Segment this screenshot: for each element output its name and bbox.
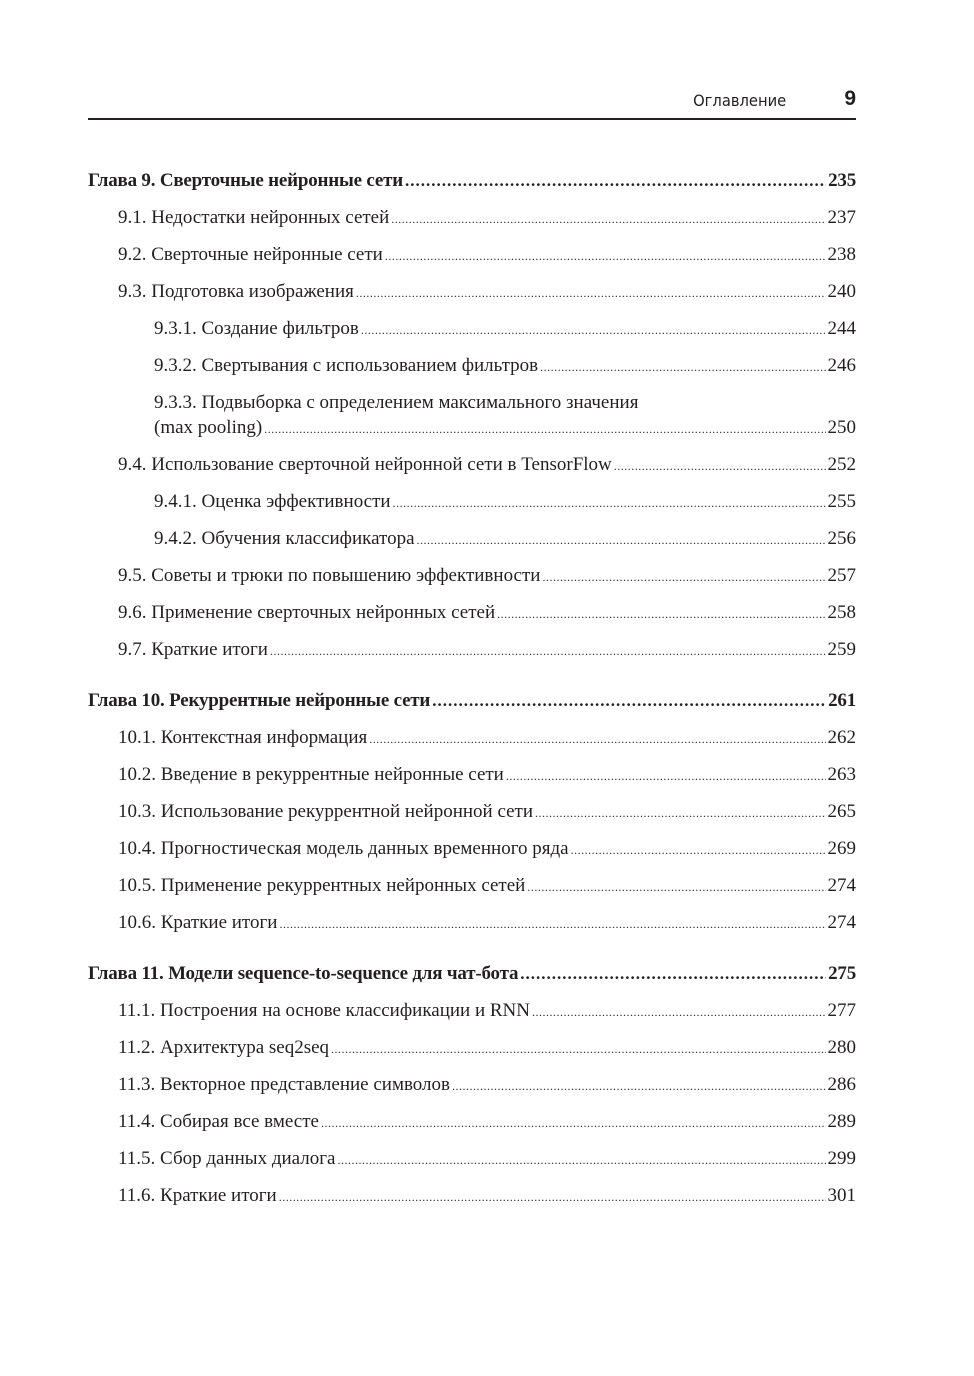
dot-leader xyxy=(506,758,826,793)
toc-entry-page: 263 xyxy=(827,764,856,785)
toc-entry[interactable] xyxy=(88,904,856,941)
toc-entry[interactable] xyxy=(88,199,856,236)
toc-entry-page: 280 xyxy=(827,1037,856,1058)
running-header xyxy=(88,88,856,120)
dot-leader xyxy=(361,312,826,347)
toc-entry-page: 255 xyxy=(827,491,856,512)
toc-entry-multiline[interactable] xyxy=(88,390,856,440)
page-number: 9 xyxy=(844,87,856,110)
toc-entry-title: 9.3.3. Подвыборка с определением максимального значения xyxy=(154,392,639,413)
toc-entry-title: 9.4.2. Обучения классификатора xyxy=(154,528,415,549)
toc-entry[interactable] xyxy=(88,520,856,557)
toc-chapter[interactable] xyxy=(88,955,856,992)
toc-chapter[interactable] xyxy=(88,682,856,719)
dot-leader xyxy=(264,417,825,440)
toc-entry-title: 9.6. Применение сверточных нейронных сетей xyxy=(118,602,496,623)
toc-entry-title: 11.4. Собирая все вместе xyxy=(118,1111,319,1132)
dot-leader xyxy=(535,795,825,830)
dot-leader xyxy=(279,1179,826,1214)
dot-leader xyxy=(571,832,826,867)
toc-entry-title: 11.5. Сбор данных диалога xyxy=(118,1148,336,1169)
toc-entry-title: 11.1. Построения на основе классификации и RNN xyxy=(118,1000,530,1021)
dot-leader xyxy=(417,522,826,557)
toc-entry-title: 11.6. Краткие итоги xyxy=(118,1185,277,1206)
toc-entry-page: 301 xyxy=(827,1185,856,1206)
toc-entry[interactable] xyxy=(88,793,856,830)
toc-entry[interactable] xyxy=(88,273,856,310)
toc-entry-title: 11.2. Архитектура seq2seq xyxy=(118,1037,330,1058)
toc-entry-page: 265 xyxy=(827,801,856,822)
toc-entry[interactable] xyxy=(88,594,856,631)
toc-entry[interactable] xyxy=(88,347,856,384)
toc-entry-page: 274 xyxy=(827,875,856,896)
dot-leader xyxy=(337,1142,825,1177)
toc-entry-title: 9.3.1. Создание фильтров xyxy=(154,318,359,339)
toc-entry-title: Глава 11. Модели sequence-to-sequence для чат-бота xyxy=(88,963,519,984)
toc-entry-page: 259 xyxy=(827,639,856,660)
toc-entry-continuation-row xyxy=(154,415,856,440)
toc-entry-page: 252 xyxy=(827,454,856,475)
toc-entry-title: 10.4. Прогностическая модель данных временного ряда xyxy=(118,838,569,859)
toc-entry-page: 235 xyxy=(828,170,856,191)
toc-entry-title: 9.3. Подготовка изображения xyxy=(118,281,354,302)
dot-leader xyxy=(356,275,826,310)
toc-entry-title: 9.2. Сверточные нейронные сети xyxy=(118,244,383,265)
toc-entry[interactable] xyxy=(88,236,856,273)
toc-entry-page: 277 xyxy=(827,1000,856,1021)
toc-entry-page: 246 xyxy=(827,355,856,376)
toc-entry[interactable] xyxy=(88,483,856,520)
toc-entry[interactable] xyxy=(88,830,856,867)
toc-entry[interactable] xyxy=(88,867,856,904)
toc-entry[interactable] xyxy=(88,1140,856,1177)
dot-leader xyxy=(270,633,826,668)
toc-entry-title: Глава 10. Рекуррентные нейронные сети xyxy=(88,690,431,711)
toc-entry-title: 9.4.1. Оценка эффективности xyxy=(154,491,391,512)
toc-entry-title: 9.3.2. Свертывания с использованием фильтров xyxy=(154,355,539,376)
toc-entry-page: 250 xyxy=(827,417,856,438)
toc-entry-title: 10.3. Использование рекуррентной нейронной сети xyxy=(118,801,534,822)
toc-entry-page: 261 xyxy=(828,690,856,711)
dot-leader xyxy=(532,994,826,1029)
dot-leader xyxy=(331,1031,825,1066)
toc-entry[interactable] xyxy=(88,1177,856,1214)
dot-leader xyxy=(432,682,826,719)
toc-entry-page: 299 xyxy=(827,1148,856,1169)
toc-entry-page: 237 xyxy=(827,207,856,228)
dot-leader xyxy=(520,955,826,992)
toc-entry-page: 258 xyxy=(827,602,856,623)
toc-entry-title: Глава 9. Сверточные нейронные сети xyxy=(88,170,404,191)
toc-entry[interactable] xyxy=(88,1066,856,1103)
toc-entry-title: 10.2. Введение в рекуррентные нейронные сети xyxy=(118,764,504,785)
dot-leader xyxy=(391,201,825,236)
toc-entry-page: 256 xyxy=(827,528,856,549)
toc-entry[interactable] xyxy=(88,557,856,594)
toc-entry-title: 10.5. Применение рекуррентных нейронных сетей xyxy=(118,875,526,896)
toc-entry-page: 257 xyxy=(827,565,856,586)
dot-leader xyxy=(369,721,825,756)
dot-leader xyxy=(385,238,826,273)
toc-entry-page: 262 xyxy=(827,727,856,748)
dot-leader xyxy=(279,906,825,941)
toc-entry-title: 10.1. Контекстная информация xyxy=(118,727,368,748)
toc-entry[interactable] xyxy=(88,631,856,668)
dot-leader xyxy=(542,559,825,594)
toc-entry-page: 269 xyxy=(827,838,856,859)
toc-entry-page: 240 xyxy=(827,281,856,302)
toc-entry[interactable] xyxy=(88,719,856,756)
toc-entry[interactable] xyxy=(88,310,856,347)
table-of-contents xyxy=(88,162,856,1214)
toc-entry-page: 275 xyxy=(828,963,856,984)
toc-entry-page: 238 xyxy=(827,244,856,265)
toc-entry-title: 11.3. Векторное представление символов xyxy=(118,1074,451,1095)
toc-entry-page: 286 xyxy=(827,1074,856,1095)
toc-entry-title: 10.6. Краткие итоги xyxy=(118,912,278,933)
dot-leader xyxy=(452,1068,825,1103)
toc-entry-title: 9.4. Использование сверточной нейронной сети в TensorFlow xyxy=(118,454,612,475)
toc-entry-title: 9.7. Краткие итоги xyxy=(118,639,268,660)
toc-entry[interactable] xyxy=(88,756,856,793)
dot-leader xyxy=(540,349,825,384)
dot-leader xyxy=(614,448,826,483)
toc-entry-title: 9.5. Советы и трюки по повышению эффективности xyxy=(118,565,541,586)
dot-leader xyxy=(393,485,826,520)
dot-leader xyxy=(527,869,825,904)
toc-entry-page: 244 xyxy=(827,318,856,339)
running-header-title: Оглавление xyxy=(692,91,786,110)
toc-entry[interactable] xyxy=(88,1103,856,1140)
toc-entry[interactable] xyxy=(88,992,856,1029)
dot-leader xyxy=(321,1105,826,1140)
dot-leader xyxy=(405,162,826,199)
toc-entry-title-continuation: (max pooling) xyxy=(154,417,263,438)
toc-entry-title: 9.1. Недостатки нейронных сетей xyxy=(118,207,390,228)
toc-entry[interactable] xyxy=(88,1029,856,1066)
toc-entry-page: 289 xyxy=(827,1111,856,1132)
dot-leader xyxy=(497,596,825,631)
toc-entry-page: 274 xyxy=(827,912,856,933)
toc-entry[interactable] xyxy=(88,446,856,483)
toc-chapter[interactable] xyxy=(88,162,856,199)
